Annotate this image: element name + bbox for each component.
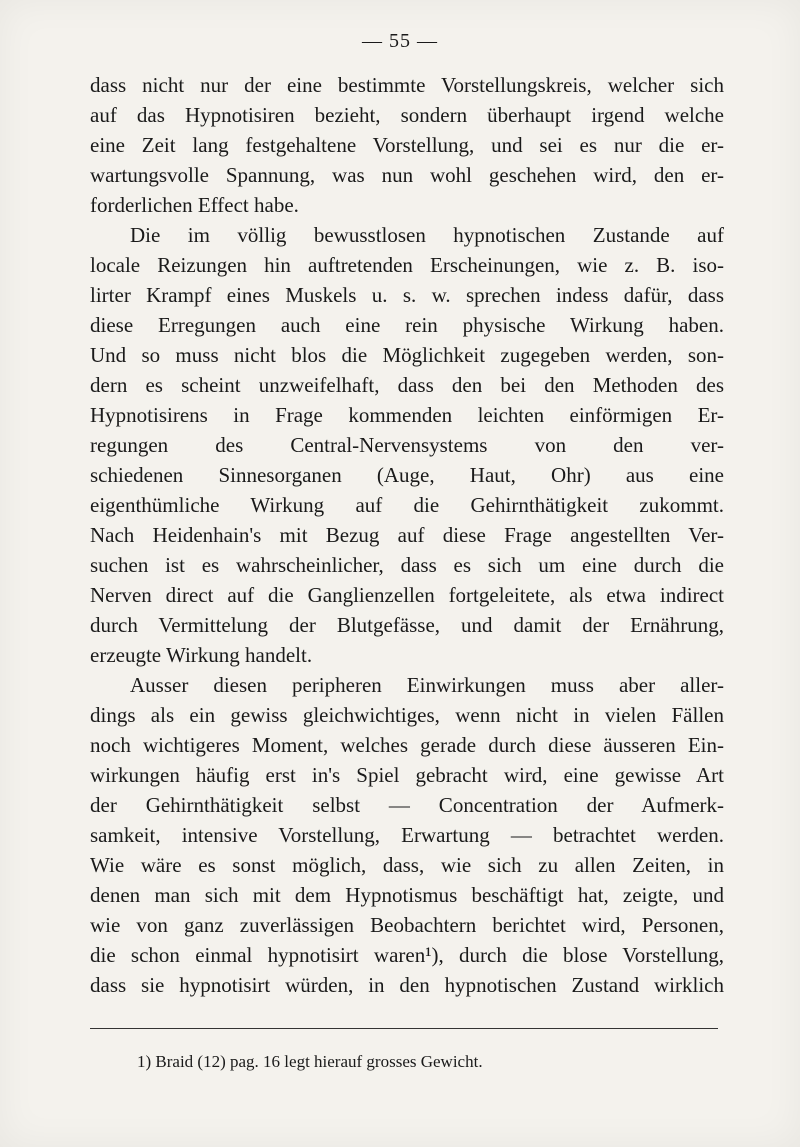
text-line: erzeugte Wirkung handelt. (90, 643, 313, 667)
text-line: wartungsvolle Spannung, was nun wohl geschehen wird, den er- (90, 163, 724, 187)
text-line: Wie wäre es sonst möglich, dass, wie sich zu allen Zeiten, in (90, 853, 724, 877)
text-line: locale Reizungen hin auftretenden Erscheinungen, wie z. B. iso- (90, 253, 724, 277)
text-line: denen man sich mit dem Hypnotismus beschäftigt hat, zeigte, und (90, 883, 724, 907)
text-line: regungen des Central-Nervensystems von den ver- (90, 433, 724, 457)
text-line: diese Erregungen auch eine rein physische Wirkung haben. (90, 313, 724, 337)
text-line: wie von ganz zuverlässigen Beobachtern berichtet wird, Personen, (90, 913, 724, 937)
text-line: Nach Heidenhain's mit Bezug auf diese Frage angestellten Ver- (90, 523, 724, 547)
text-line: suchen ist es wahrscheinlicher, dass es sich um eine durch die (90, 553, 724, 577)
footnote: 1) Braid (12) pag. 16 legt hierauf grosses Gewicht. (137, 1052, 483, 1071)
body-text (90, 70, 724, 1000)
text-line: Hypnotisirens in Frage kommenden leichten einförmigen Er- (90, 403, 724, 427)
text-line: Und so muss nicht blos die Möglichkeit zugegeben werden, son- (90, 343, 724, 367)
text-line: dass nicht nur der eine bestimmte Vorstellungskreis, welcher sich (90, 73, 724, 97)
text-line: eine Zeit lang festgehaltene Vorstellung, und sei es nur die er- (90, 133, 724, 157)
text-line: wirkungen häufig erst in's Spiel gebracht wird, eine gewisse Art (90, 763, 724, 787)
text-line: durch Vermittelung der Blutgefässe, und damit der Ernährung, (90, 613, 724, 637)
text-line: Nerven direct auf die Ganglienzellen fortgeleitete, als etwa indirect (90, 583, 724, 607)
footnote-divider (90, 1028, 718, 1029)
text-line: dings als ein gewiss gleichwichtiges, wenn nicht in vielen Fällen (90, 703, 724, 727)
text-line: der Gehirnthätigkeit selbst — Concentration der Aufmerk- (90, 793, 724, 817)
page-number: — 55 — (362, 30, 438, 52)
text-line: noch wichtigeres Moment, welches gerade durch diese äusseren Ein- (90, 733, 724, 757)
text-line: lirter Krampf eines Muskels u. s. w. sprechen indess dafür, dass (90, 283, 724, 307)
text-line: forderlichen Effect habe. (90, 193, 299, 217)
text-line: dass sie hypnotisirt würden, in den hypnotischen Zustand wirklich (90, 973, 724, 997)
text-line: auf das Hypnotisiren bezieht, sondern überhaupt irgend welche (90, 103, 724, 127)
text-line: Die im völlig bewusstlosen hypnotischen Zustande auf (130, 223, 724, 247)
text-line: dern es scheint unzweifelhaft, dass den bei den Methoden des (90, 373, 724, 397)
text-line: eigenthümliche Wirkung auf die Gehirnthätigkeit zukommt. (90, 493, 724, 517)
text-line: samkeit, intensive Vorstellung, Erwartung — betrachtet werden. (90, 823, 724, 847)
text-line: die schon einmal hypnotisirt waren¹), durch die blose Vorstellung, (90, 943, 724, 967)
text-line: Ausser diesen peripheren Einwirkungen muss aber aller- (130, 673, 724, 697)
text-line: schiedenen Sinnesorganen (Auge, Haut, Ohr) aus eine (90, 463, 724, 487)
